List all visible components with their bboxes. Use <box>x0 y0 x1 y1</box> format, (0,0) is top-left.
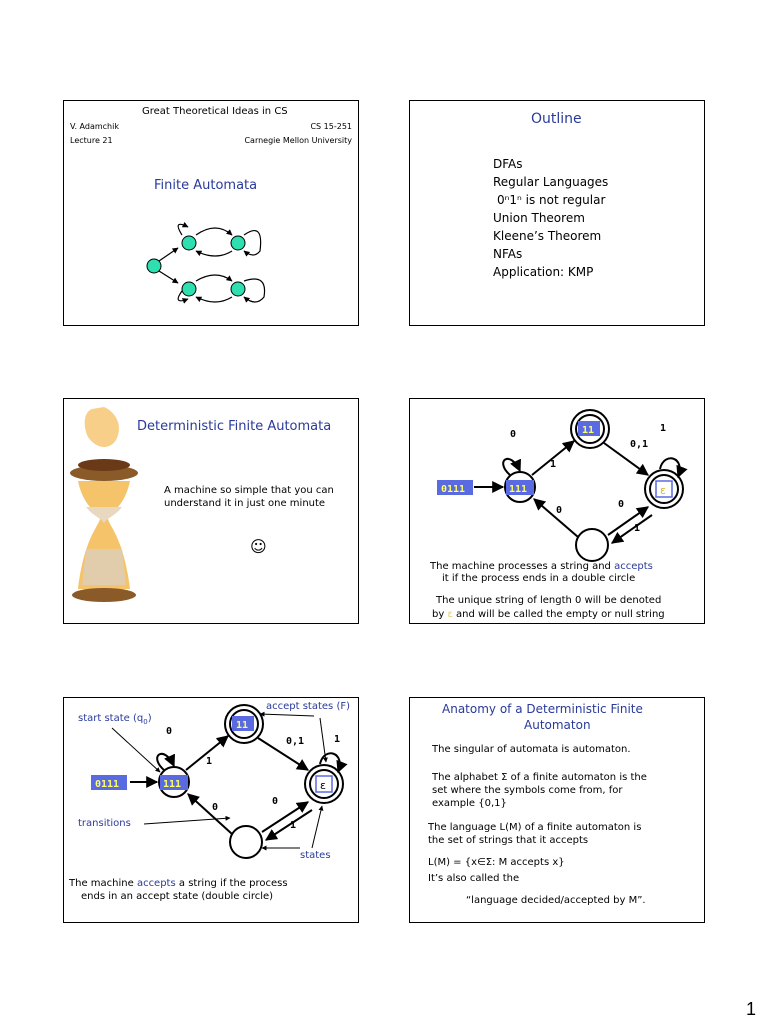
caption-line2: ends in an accept state (double circle) <box>81 891 274 902</box>
accepts-highlight: accepts <box>614 561 653 572</box>
anatomy-p5: It’s also called the <box>428 873 520 884</box>
smiley-icon: ☺ <box>250 537 267 556</box>
edge-label: 0 <box>212 802 219 813</box>
automata-illustration <box>64 101 360 327</box>
note-by: by <box>432 609 448 620</box>
slide-dfa-example <box>409 398 705 624</box>
slide-title <box>63 100 359 326</box>
dfa-diagram <box>410 399 706 625</box>
edge-label: 0,1 <box>630 439 649 450</box>
university: Carnegie Mellon University <box>244 136 352 145</box>
edge-label: 0 <box>618 499 625 510</box>
edge-label: 1 <box>634 523 641 534</box>
state-label-111: 111 <box>163 779 182 790</box>
note-rest: and will be called the empty or null string <box>452 609 665 620</box>
note-line1: The unique string of length 0 will be denoted <box>436 595 662 606</box>
outline-item: DFAs <box>493 157 523 171</box>
caption-line2: it if the process ends in a double circle <box>442 573 636 584</box>
outline-item: Regular Languages <box>493 175 609 189</box>
input-string: 0111 <box>95 779 120 790</box>
edge-label: 0,1 <box>286 736 305 747</box>
transitions-label: transitions <box>78 818 131 829</box>
edge-label: 0 <box>272 796 279 807</box>
slide-title-text: Finite Automata <box>154 178 258 193</box>
caption-text: The machine processes a string and <box>430 561 615 572</box>
anatomy-p2-line2: set where the symbols come from, for <box>432 785 623 796</box>
author: V. Adamchik <box>70 122 119 131</box>
edge-label: 1 <box>660 423 667 434</box>
caption-text: The machine <box>69 878 137 889</box>
edge-label: 1 <box>550 459 557 470</box>
outline-item: Kleene’s Theorem <box>493 229 602 243</box>
anatomy-p3-line1: The language L(M) of a finite automaton is <box>428 822 642 833</box>
anatomy-p6: “language decided/accepted by M”. <box>466 895 646 906</box>
slide-outline <box>409 100 705 326</box>
start-state-text: start state (q <box>78 713 144 724</box>
slide-dfa-annotated <box>63 697 359 923</box>
outline-item: Application: KMP <box>493 265 594 279</box>
caption <box>430 561 653 572</box>
intro-text-line2: understand it in just one minute <box>164 498 326 509</box>
anatomy-title-line1: Anatomy of a Deterministic Finite <box>442 702 643 716</box>
epsilon-symbol: ε <box>447 609 453 620</box>
anatomy-p1: The singular of automata is automaton. <box>432 744 631 755</box>
input-string: 0111 <box>441 484 466 495</box>
anatomy-p3-line2: the set of strings that it accepts <box>428 835 589 846</box>
state-label-11: 11 <box>582 425 595 436</box>
page-number: 1 <box>745 999 756 1019</box>
anatomy-p2-line3: example {0,1} <box>432 798 507 809</box>
edge-label: 0 <box>166 726 173 737</box>
outline-title: Outline <box>531 111 582 127</box>
lecture-number: Lecture 21 <box>70 136 113 145</box>
automaton-node <box>231 282 245 296</box>
states-label: states <box>300 850 331 861</box>
edge-label: 0 <box>510 429 517 440</box>
state-label-epsilon: ε <box>660 484 666 497</box>
automaton-node <box>147 259 161 273</box>
course-number: CS 15-251 <box>310 122 352 131</box>
slide-title-text: Deterministic Finite Automata <box>137 419 332 434</box>
intro-text-line1: A machine so simple that you can <box>164 485 334 496</box>
outline-item: 0ⁿ1ⁿ is not regular <box>497 193 606 207</box>
edge-label: 1 <box>206 756 213 767</box>
accept-states-label: accept states (F) <box>266 701 350 712</box>
anatomy-title-line2: Automaton <box>524 718 591 732</box>
automaton-node <box>182 236 196 250</box>
automaton-node <box>182 282 196 296</box>
slide-dfa-intro <box>63 398 359 624</box>
caption-text-post: a string if the process <box>175 878 288 889</box>
accepts-highlight: accepts <box>136 878 176 889</box>
start-state-label <box>78 713 152 726</box>
outline-item: NFAs <box>493 247 523 261</box>
caption <box>69 878 288 889</box>
start-state-close: ) <box>147 713 152 724</box>
edge-label: 1 <box>290 820 297 831</box>
state-label-epsilon: ε <box>320 779 326 792</box>
edge-label: 0 <box>556 505 563 516</box>
edge-label: 1 <box>334 734 341 745</box>
course-header: Great Theoretical Ideas in CS <box>142 106 288 117</box>
start-state-subscript: 0 <box>143 718 148 726</box>
automaton-node <box>231 236 245 250</box>
anatomy-formula: L(M) = {x∈Σ: M accepts x} <box>428 857 565 868</box>
anatomy-p2-line1: The alphabet Σ of a finite automaton is the <box>432 772 647 783</box>
state-label-111: 111 <box>509 484 528 495</box>
note-line2 <box>432 609 665 620</box>
slide-anatomy <box>409 697 705 923</box>
outline-item: Union Theorem <box>493 211 585 225</box>
state-label-11: 11 <box>236 720 249 731</box>
